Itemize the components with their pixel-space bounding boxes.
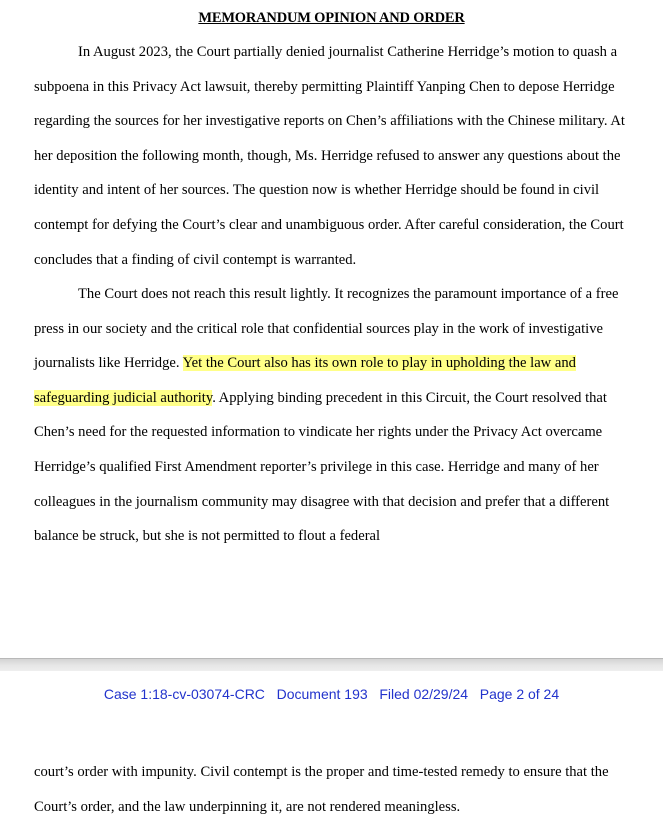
filed-date: Filed 02/29/24 [379,686,469,702]
paragraph-2-text-before: The Court does not reach this result lightly. It recognizes the paramount importance of a free press in our society and the critical role that confidential sources play in the work of investigative journalists like Herridge. [34,286,619,372]
paragraph-1-text: In August 2023, the Court partially denied journalist Catherine Herridge’s motion to quash a subpoena in this Privacy Act lawsuit, thereby permitting Plaintiff Yanping Chen to depose Herridge regarding the sources for her investigative reports on Chen’s affiliations with the Chinese military. At her deposition the following month, though, Ms. Herridge refused to answer any questions about the identity and intent of her sources. The question now is whether Herridge should be found in civil contempt for defying the Court’s clear and unambiguous order. After careful consideration, the Court concludes that a finding of civil contempt is warranted. [34,44,625,268]
page-separator [0,658,663,671]
case-number: Case 1:18-cv-03074-CRC [103,686,265,702]
paragraph-3-text: court’s order with impunity. Civil contempt is the proper and time-tested remedy to ensure that the Court’s order, and the law underpinning it, are not rendered meaningless. [34,764,609,815]
paragraph-2-text-after: . Applying binding precedent in this Circuit, the Court resolved that Chen’s need for the requested information to vindicate her rights under the Privacy Act overcame Herridge’s qualified First Amendment reporter’s privilege in this case. Herridge and many of her colleagues in the journalism community may disagree with that decision and prefer that a different balance be struck, but she is not permitted to flout a federal [34,389,610,545]
paragraph-3 [34,755,630,824]
paragraph-1 [34,35,630,277]
page-number: Page 2 of 24 [479,686,560,702]
document-number: Document 193 [276,686,368,702]
paragraph-2 [34,277,630,554]
highlighted-text[interactable]: Yet the Court also has its own role to play in upholding the law and safeguarding judicial authority [34,355,576,406]
case-header [0,686,663,702]
page-title: MEMORANDUM OPINION AND ORDER [198,10,465,26]
